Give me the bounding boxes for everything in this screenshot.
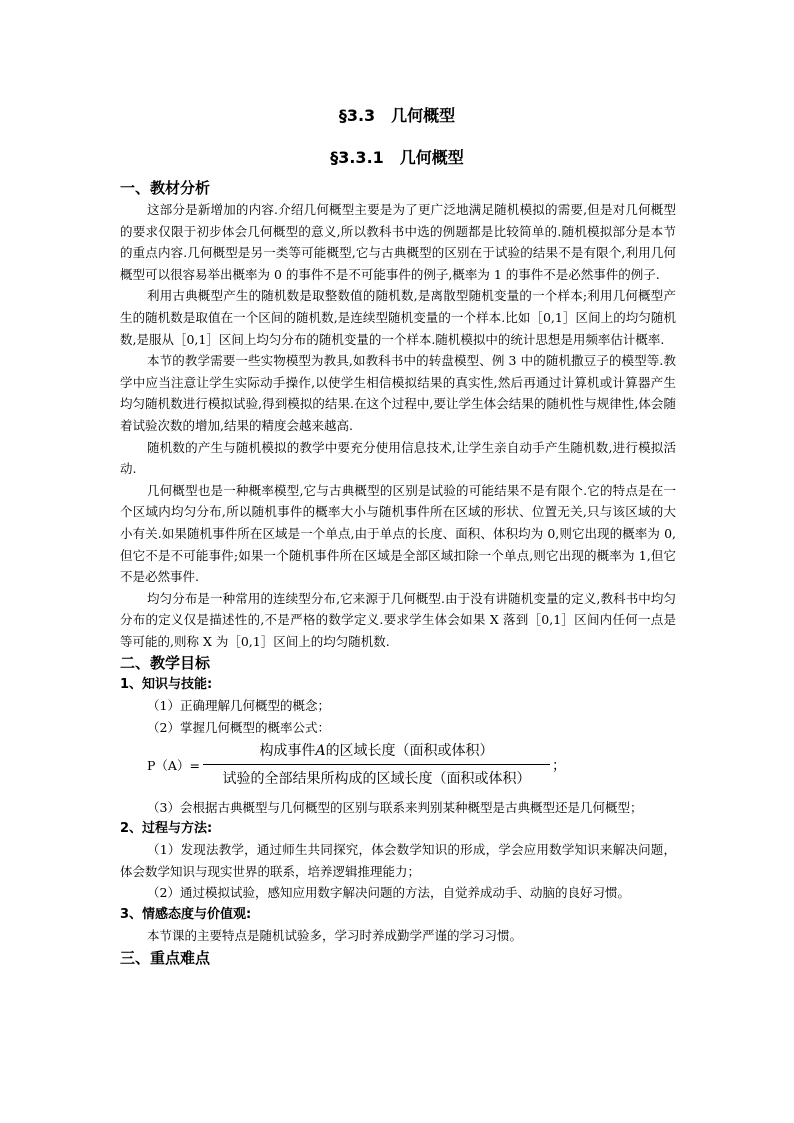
list-item: （3）会根据古典概型与几何概型的区别与联系来判别某种概型是古典概型还是几何概型； [147, 799, 643, 815]
list-item: 本节课的主要特点是随机试验多，学习时养成勤学严谨的学习习惯。 [147, 928, 523, 944]
list-item: （1）发现法教学，通过师生共同探究，体会数学知识的形成，学会应用数学知识来解决问题，体会数学知识与现实世界的联系，培养逻辑推理能力； [120, 842, 676, 879]
paragraph: 这部分是新增加的内容.介绍几何概型主要是为了更广泛地满足随机模拟的需要,但是对几何概型的要求仅限于初步体会几何概型的意义,所以教科书中选的例题都是比较简单的.随机模拟部分是本节的重点内容.几何概型是另一类等可能概型,它与古典概型的区别在于试验的结果不是有限个,利用几何概型可以很容易举出概率为 0 的事件不是不可能事件的例子,概率为 1 的事件不是必然事件的例子. [120, 202, 676, 282]
probability-formula [120, 739, 676, 797]
paragraph: 利用古典概型产生的随机数是取整数值的随机数,是离散型随机变量的一个样本;利用几何概型产生的随机数是取值在一个区间的随机数,是连续型随机变量的一个样本.比如［0,1］区间上的均匀随机数,是服从［0,1］区间上均匀分布的随机变量的一个样本.随机模拟中的统计思想是用频率估计概率. [120, 288, 676, 347]
heading-teaching-objectives: 二、教学目标 [120, 654, 211, 673]
list-item: （1）正确理解几何概型的概念； [147, 698, 330, 714]
paragraph: 本节的教学需要一些实物模型为教具,如教科书中的转盘模型、例 3 中的随机撒豆子的模型等.教学中应当注意让学生实际动手操作,以使学生相信模拟结果的真实性,然后再通过计算机或计算器产生均匀随机数进行模拟试验,得到模拟的结果.在这个过程中,要让学生体会结果的随机性与规律性,体会随着试验次数的增加,结果的精度会越来越高. [120, 353, 676, 433]
heading-knowledge-skills: 1、知识与技能: [120, 677, 213, 693]
heading-key-difficult-points: 三、重点难点 [120, 948, 211, 967]
heading-attitude-values: 3、情感态度与价值观: [120, 907, 252, 923]
heading-material-analysis: 一、教材分析 [120, 179, 211, 197]
formula-fraction [203, 739, 550, 791]
list-item: （2）掌握几何概型的概率公式： [147, 720, 330, 736]
paragraph: 均匀分布是一种常用的连续型分布,它来源于几何概型.由于没有讲随机变量的定义,教科书中均匀分布的定义仅是描述性的,不是严格的数学定义.要求学生体会如果 X 落到［0,1］区间内任何一点是等可能的,则称 X 为［0,1］区间上的均匀随机数. [120, 590, 676, 649]
fraction-bar [203, 764, 550, 765]
formula-semicolon: ； [552, 757, 566, 774]
paragraph: 几何概型也是一种概率模型,它与古典概型的区别是试验的可能结果不是有限个.它的特点是在一个区域内均匀分布,所以随机事件的概率大小与随机事件所在区域的形状、位置无关,只与该区域的大小有关.如果随机事件所在区域是一个单点,由于单点的长度、面积、体积均为 0,则它出现的概率为 0,但它不是不可能事件;如果一个随机事件所在区域是全部区域扣除一个单点,则它出现的概率为 1,但它不是必然事件. [120, 482, 676, 585]
subsection-title: §3.3.1 几何概型 [330, 148, 464, 167]
numerator-variable: A [315, 742, 326, 759]
heading-process-method: 2、过程与方法: [120, 821, 213, 837]
section-title: §3.3 几何概型 [338, 106, 456, 125]
document-body [120, 177, 676, 969]
list-item: （2）通过模拟试验，感知应用数字解决问题的方法，自觉养成动手、动脑的良好习惯。 [147, 885, 630, 901]
formula-numerator [203, 739, 550, 763]
formula-lhs: P（A）= [147, 757, 200, 773]
paragraph: 随机数的产生与随机模拟的教学中要充分使用信息技术,让学生亲自动手产生随机数,进行模拟活动. [120, 439, 676, 477]
formula-denominator: 试验的全部结果所构成的区域长度（面积或体积） [222, 770, 531, 787]
numerator-text: 的区域长度（面积或体积） [325, 742, 494, 759]
numerator-text: 构成事件 [259, 742, 316, 759]
